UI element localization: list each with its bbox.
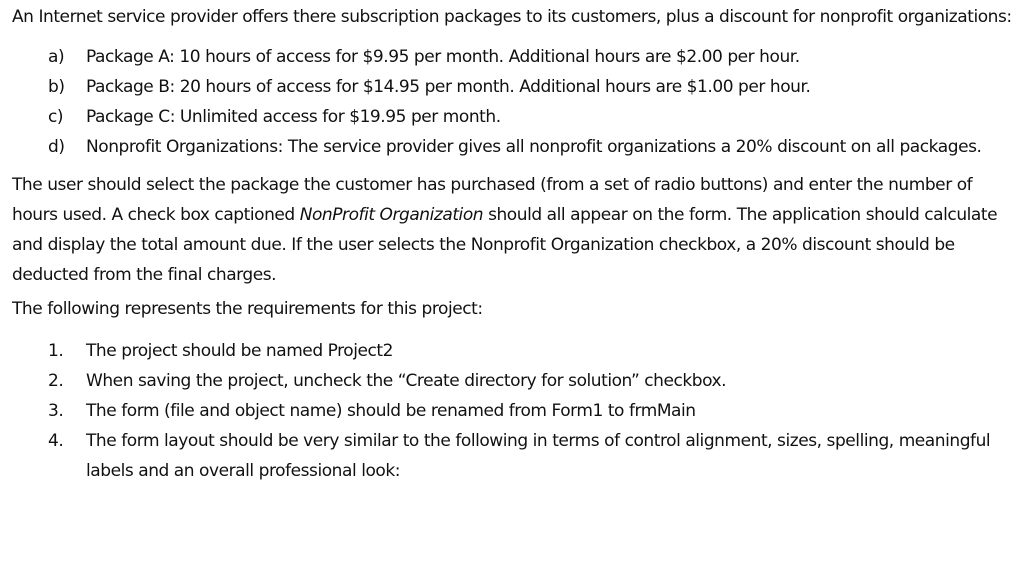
list-item (12, 336, 1018, 366)
checkbox-caption-italic: NonProfit Organization (299, 205, 484, 225)
package-list (12, 42, 1018, 162)
list-item (12, 396, 1018, 426)
list-item-text: Nonprofit Organizations: The service provider gives all nonprofit organizations a 20% discount on all packages. (86, 137, 982, 157)
list-item-text: Package C: Unlimited access for $19.95 per month. (86, 107, 501, 127)
list-marker: a) (48, 47, 65, 67)
list-marker: d) (48, 137, 65, 157)
list-item-text: The project should be named Project2 (86, 341, 393, 361)
description-text-1: The user should select the package the customer has purchased (from a set of radio buttons) and enter the number of hours used. A check box captioned (12, 175, 973, 225)
list-marker: 2. (48, 371, 64, 391)
list-item-text: The form (file and object name) should be renamed from Form1 to frmMain (86, 401, 696, 421)
list-marker: b) (48, 77, 65, 97)
intro-paragraph: An Internet service provider offers there subscription packages to its customers, plus a discount for nonprofit organizations: (12, 7, 1012, 27)
list-item-text: Package B: 20 hours of access for $14.95 per month. Additional hours are $1.00 per hour. (86, 77, 811, 97)
list-item (12, 426, 1018, 486)
list-item-text: Package A: 10 hours of access for $9.95 per month. Additional hours are $2.00 per hour. (86, 47, 800, 67)
list-item (12, 132, 1018, 162)
list-item (12, 42, 1018, 72)
list-item (12, 366, 1018, 396)
list-item (12, 102, 1018, 132)
document (12, 2, 1018, 486)
list-item-text: When saving the project, uncheck the “Create directory for solution” checkbox. (86, 371, 727, 391)
list-item (12, 72, 1018, 102)
list-marker: 1. (48, 341, 64, 361)
description-paragraph (12, 170, 1018, 290)
description-text-2: should all appear on the form. The application should calculate and display the total amount due. If the user selects the Nonprofit Organization checkbox, a 20% discount should be deducted from the final charges. (12, 205, 998, 285)
requirements-intro: The following represents the requirements for this project: (12, 299, 483, 319)
list-marker: 3. (48, 401, 64, 421)
requirements-list (12, 336, 1018, 486)
list-marker: c) (48, 107, 64, 127)
list-item-text: The form layout should be very similar to the following in terms of control alignment, sizes, spelling, meaningful labels and an overall professional look: (86, 431, 991, 481)
list-marker: 4. (48, 431, 64, 451)
